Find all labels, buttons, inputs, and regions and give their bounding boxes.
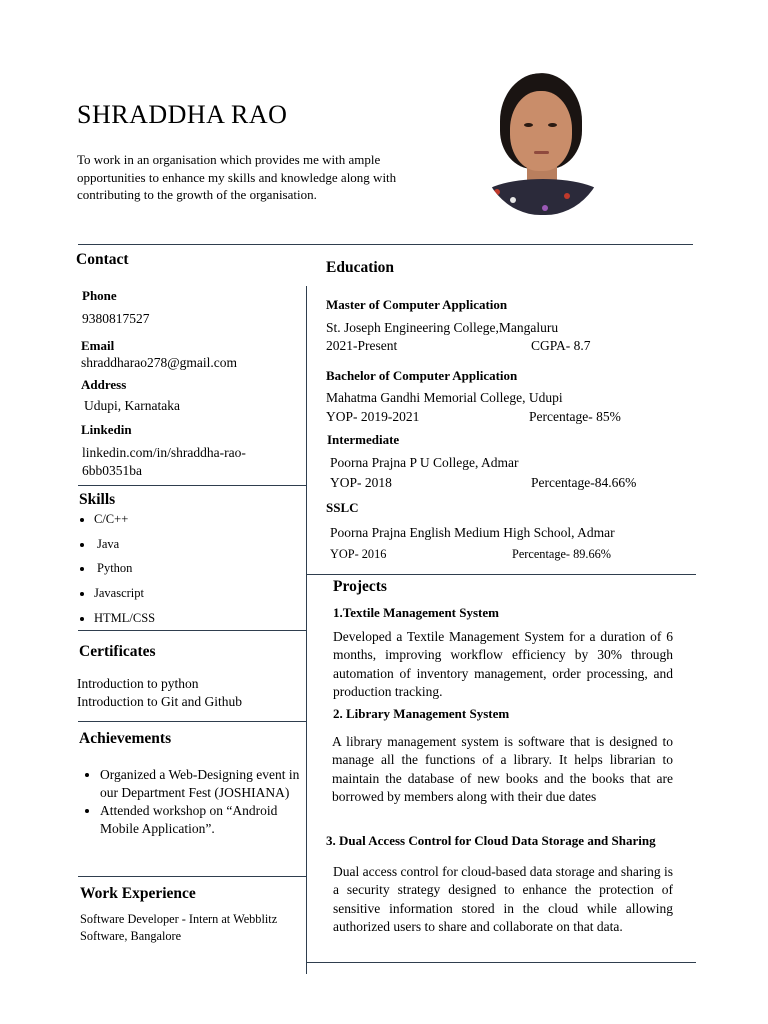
edu-degree: Master of Computer Application xyxy=(326,297,508,312)
project-description: Developed a Textile Management System for a duration of 6 months, improving workflow efficiency by 30% through automation of inventory management, order processing, and production tracking. xyxy=(333,629,673,700)
project-title-text: Textile Management System xyxy=(342,605,499,620)
contact-heading: Contact xyxy=(76,251,129,268)
edu-school: Mahatma Gandhi Memorial College, Udupi xyxy=(326,390,563,405)
skill-item: • Javascript xyxy=(94,584,155,609)
divider-achievements xyxy=(78,876,306,877)
project-description: A library management system is software that is designed to manage all the functions of a library. It helps librarian to maintain the database of new books and the books that are borrowed by members along with their due dates xyxy=(332,734,673,805)
skill-item: • Python xyxy=(94,559,155,584)
phone-label: Phone xyxy=(82,288,117,303)
edu-school: Poorna Prajna P U College, Admar xyxy=(330,455,519,470)
divider-projects xyxy=(306,962,696,963)
skills-heading: Skills xyxy=(79,491,116,508)
skills-list xyxy=(78,510,155,633)
work-line-2: Software, Bangalore xyxy=(80,929,182,943)
linkedin-url-line2: 6bb0351ba xyxy=(82,463,142,478)
achievements-heading: Achievements xyxy=(79,730,172,747)
candidate-name: SHRADDHA RAO xyxy=(77,100,288,129)
address-label: Address xyxy=(81,377,127,392)
edu-school: St. Joseph Engineering College,Mangaluru xyxy=(326,320,559,335)
email-label: Email xyxy=(81,338,115,353)
achievement-item: • Attended workshop on “Android Mobile Application”. xyxy=(100,802,315,838)
edu-year: YOP- 2019-2021 xyxy=(326,409,420,424)
phone-value: 9380817527 xyxy=(82,311,150,326)
career-objective: To work in an organisation which provides me with ample opportunities to enhance my skills and knowledge along with contributing to the growth of the organisation. xyxy=(77,152,397,202)
skill-item: • C/C++ xyxy=(94,510,155,535)
education-heading: Education xyxy=(326,259,395,276)
address-value: Udupi, Karnataka xyxy=(84,398,180,413)
project-description: Dual access control for cloud-based data storage and sharing is a security strategy designed to enhance the protection of sensitive information stored in the cloud while allowing authorized users to share and collaborate on that data. xyxy=(333,864,674,935)
divider-certificates xyxy=(78,721,306,722)
skill-item: • HTML/CSS xyxy=(94,609,155,634)
project-number: 1. xyxy=(333,605,343,620)
edu-score: Percentage- 89.66% xyxy=(512,547,612,561)
edu-year: YOP- 2018 xyxy=(330,475,392,490)
project-title: 3. Dual Access Control for Cloud Data Storage and Sharing xyxy=(326,833,656,848)
achievements-list xyxy=(82,766,315,838)
work-line-1: Software Developer - Intern at Webblitz xyxy=(80,912,278,926)
header-divider xyxy=(78,244,693,245)
edu-school: Poorna Prajna English Medium High School, Admar xyxy=(330,525,615,540)
edu-degree: SSLC xyxy=(326,500,359,515)
achievement-item: • Organized a Web-Designing event in our Department Fest (JOSHIANA) xyxy=(100,766,315,802)
certificate-item: Introduction to Git and Github xyxy=(77,694,242,709)
skill-item: • Java xyxy=(94,535,155,560)
profile-photo xyxy=(480,73,606,215)
divider-contact xyxy=(78,485,306,486)
project-title: 2. Library Management System xyxy=(333,706,510,721)
projects-heading: Projects xyxy=(333,578,387,595)
edu-year: YOP- 2016 xyxy=(330,547,387,561)
project-title xyxy=(333,605,499,621)
linkedin-label: Linkedin xyxy=(81,422,132,437)
divider-education xyxy=(306,574,696,575)
edu-score: Percentage- 85% xyxy=(529,409,621,424)
column-divider xyxy=(306,286,307,974)
certificates-heading: Certificates xyxy=(79,643,156,660)
certificate-item: Introduction to python xyxy=(77,676,199,691)
edu-score: Percentage-84.66% xyxy=(531,475,637,490)
edu-degree: Intermediate xyxy=(327,432,400,447)
edu-score: CGPA- 8.7 xyxy=(531,338,591,353)
edu-year: 2021-Present xyxy=(326,338,398,353)
work-experience-heading: Work Experience xyxy=(80,885,196,902)
linkedin-url-line1: linkedin.com/in/shraddha-rao- xyxy=(82,445,246,460)
edu-degree: Bachelor of Computer Application xyxy=(326,368,518,383)
email-value: shraddharao278@gmail.com xyxy=(81,355,238,370)
